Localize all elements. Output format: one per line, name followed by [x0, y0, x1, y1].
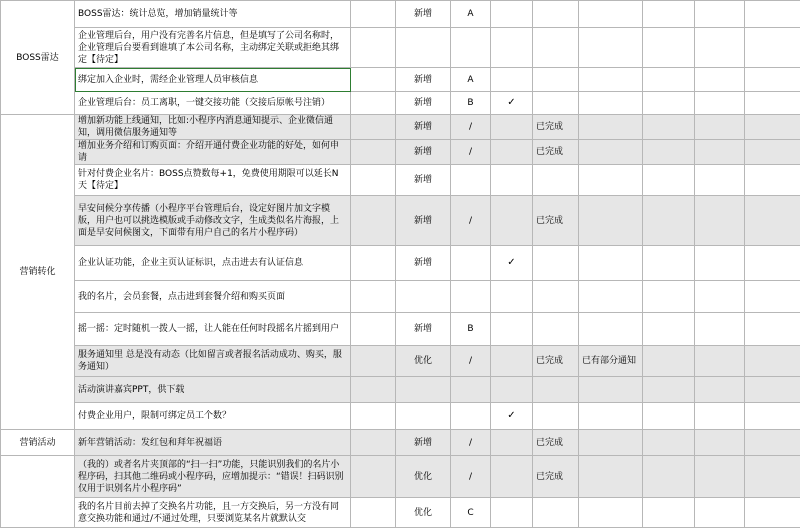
level-cell[interactable]: [451, 403, 491, 430]
empty-cell[interactable]: [745, 1, 800, 28]
status-cell[interactable]: 已完成: [533, 196, 579, 246]
type-cell[interactable]: [396, 281, 451, 313]
empty-cell[interactable]: [745, 68, 800, 92]
note-cell[interactable]: [579, 165, 643, 196]
type-cell[interactable]: 新增: [396, 1, 451, 28]
note-cell[interactable]: [579, 246, 643, 281]
table-row: [1, 165, 800, 196]
table-row: [1, 346, 800, 377]
category-cell[interactable]: 营销活动: [1, 430, 75, 456]
status-cell[interactable]: [533, 246, 579, 281]
done-cell[interactable]: [491, 498, 533, 528]
description-cell[interactable]: 服务通知里 总是没有动态（比如留言或者报名活动成功、购买，服务通知）: [75, 346, 351, 377]
level-cell[interactable]: [451, 377, 491, 403]
level-cell[interactable]: [451, 28, 491, 68]
level-cell[interactable]: /: [451, 346, 491, 377]
table-row: [1, 140, 800, 165]
done-cell[interactable]: [491, 313, 533, 346]
level-cell[interactable]: B: [451, 92, 491, 115]
description-cell[interactable]: 付费企业用户，限制可绑定员工个数？: [75, 403, 351, 430]
empty-cell[interactable]: [695, 28, 745, 68]
note-cell[interactable]: [579, 140, 643, 165]
level-cell[interactable]: [451, 246, 491, 281]
note-cell[interactable]: [579, 313, 643, 346]
note-cell[interactable]: [579, 403, 643, 430]
empty-cell[interactable]: [745, 115, 800, 140]
table-row: [1, 281, 800, 313]
empty-cell[interactable]: [745, 165, 800, 196]
empty-cell[interactable]: [351, 68, 396, 92]
status-cell[interactable]: [533, 498, 579, 528]
empty-cell[interactable]: [695, 346, 745, 377]
category-cell-empty[interactable]: [1, 456, 75, 528]
empty-cell[interactable]: [643, 165, 695, 196]
status-cell[interactable]: 已完成: [533, 430, 579, 456]
level-cell[interactable]: B: [451, 313, 491, 346]
empty-cell[interactable]: [643, 246, 695, 281]
done-cell[interactable]: [491, 430, 533, 456]
table-row: [1, 377, 800, 403]
note-cell[interactable]: 已有部分通知: [579, 346, 643, 377]
description-cell[interactable]: 早安问候分享传播（小程序平台管理后台，设定好图片加文字模版，用户也可以挑选模版或手动修改文字，生成类似名片海报，上面是早安问候图文，下面带有用户自己的名片小程序码）: [75, 196, 351, 246]
type-cell[interactable]: 新增: [396, 68, 451, 92]
level-cell[interactable]: /: [451, 196, 491, 246]
empty-cell[interactable]: [643, 28, 695, 68]
done-cell[interactable]: [491, 140, 533, 165]
empty-cell[interactable]: [351, 1, 396, 28]
empty-cell[interactable]: [351, 377, 396, 403]
status-cell[interactable]: 已完成: [533, 346, 579, 377]
empty-cell[interactable]: [745, 377, 800, 403]
type-cell[interactable]: 新增: [396, 313, 451, 346]
description-cell[interactable]: 活动演讲嘉宾PPT，供下载: [75, 377, 351, 403]
empty-cell[interactable]: [695, 165, 745, 196]
empty-cell[interactable]: [695, 403, 745, 430]
empty-cell[interactable]: [695, 498, 745, 528]
level-cell[interactable]: /: [451, 115, 491, 140]
type-cell[interactable]: 新增: [396, 115, 451, 140]
status-cell[interactable]: [533, 403, 579, 430]
empty-cell[interactable]: [695, 140, 745, 165]
empty-cell[interactable]: [745, 246, 800, 281]
empty-cell[interactable]: [351, 115, 396, 140]
done-cell[interactable]: [491, 196, 533, 246]
level-cell[interactable]: [451, 281, 491, 313]
empty-cell[interactable]: [695, 92, 745, 115]
type-cell[interactable]: [396, 28, 451, 68]
type-cell[interactable]: 新增: [396, 140, 451, 165]
empty-cell[interactable]: [745, 456, 800, 498]
table-row: [1, 498, 800, 528]
empty-cell[interactable]: [695, 68, 745, 92]
description-cell-selected[interactable]: 绑定加入企业时，需经企业管理人员审核信息: [75, 68, 351, 92]
done-cell[interactable]: [491, 456, 533, 498]
table-row: [1, 68, 800, 92]
table-row: [1, 92, 800, 115]
table-row: [1, 456, 800, 498]
table-row: [1, 403, 800, 430]
empty-cell[interactable]: [695, 281, 745, 313]
done-cell[interactable]: ✓: [491, 92, 533, 115]
category-cell[interactable]: BOSS雷达: [1, 1, 75, 115]
description-cell[interactable]: 企业管理后台：员工离职，一键交接功能（交接后原帐号注销）: [75, 92, 351, 115]
type-cell[interactable]: 新增: [396, 430, 451, 456]
description-cell[interactable]: 增加业务介绍和订购页面：介绍开通付费企业功能的好处，如何申请: [75, 140, 351, 165]
done-cell[interactable]: [491, 1, 533, 28]
description-cell[interactable]: 企业认证功能，企业主页认证标识，点击进去有认证信息: [75, 246, 351, 281]
description-cell[interactable]: BOSS雷达：统计总览，增加销量统计等: [75, 1, 351, 28]
description-cell[interactable]: 我的名片目前去掉了交换名片功能，且一方交换后，另一方没有同意交换功能和通过/不通过处理，只要浏览某名片就默认交: [75, 498, 351, 528]
status-cell[interactable]: 已完成: [533, 115, 579, 140]
table-row: [1, 313, 800, 346]
done-cell[interactable]: [491, 165, 533, 196]
status-cell[interactable]: 已完成: [533, 456, 579, 498]
note-cell[interactable]: [579, 196, 643, 246]
empty-cell[interactable]: [351, 346, 396, 377]
note-cell[interactable]: [579, 68, 643, 92]
empty-cell[interactable]: [643, 92, 695, 115]
empty-cell[interactable]: [643, 498, 695, 528]
status-cell[interactable]: [533, 165, 579, 196]
empty-cell[interactable]: [695, 377, 745, 403]
empty-cell[interactable]: [643, 403, 695, 430]
level-cell[interactable]: C: [451, 498, 491, 528]
status-cell[interactable]: [533, 68, 579, 92]
type-cell[interactable]: 新增: [396, 92, 451, 115]
empty-cell[interactable]: [351, 92, 396, 115]
empty-cell[interactable]: [745, 28, 800, 68]
empty-cell[interactable]: [695, 430, 745, 456]
empty-cell[interactable]: [643, 115, 695, 140]
done-cell[interactable]: [491, 68, 533, 92]
description-cell[interactable]: 摇一摇：定时随机一拨人一摇，让人能在任何时段摇名片摇到用户: [75, 313, 351, 346]
description-cell[interactable]: 增加新功能上线通知，比如:小程序内消息通知提示、企业微信通知，调用微信服务通知等: [75, 115, 351, 140]
empty-cell[interactable]: [351, 313, 396, 346]
done-cell[interactable]: [491, 377, 533, 403]
empty-cell[interactable]: [351, 498, 396, 528]
description-cell[interactable]: 我的名片，会员套餐，点击进到套餐介绍和购买页面: [75, 281, 351, 313]
empty-cell[interactable]: [351, 165, 396, 196]
empty-cell[interactable]: [643, 196, 695, 246]
empty-cell[interactable]: [351, 281, 396, 313]
empty-cell[interactable]: [643, 313, 695, 346]
empty-cell[interactable]: [643, 346, 695, 377]
empty-cell[interactable]: [695, 246, 745, 281]
type-cell[interactable]: 优化: [396, 346, 451, 377]
empty-cell[interactable]: [351, 403, 396, 430]
empty-cell[interactable]: [745, 140, 800, 165]
type-cell[interactable]: 新增: [396, 165, 451, 196]
status-cell[interactable]: [533, 28, 579, 68]
status-cell[interactable]: [533, 281, 579, 313]
description-cell[interactable]: （我的）或者名片夹顶部的“扫一扫”功能，只能识别我们的名片小程序码，扫其他二维码或小程序码，应增加提示：“错误！扫码识别仅用于识别名片小程序码”: [75, 456, 351, 498]
empty-cell[interactable]: [351, 246, 396, 281]
empty-cell[interactable]: [695, 115, 745, 140]
empty-cell[interactable]: [745, 92, 800, 115]
note-cell[interactable]: [579, 377, 643, 403]
note-cell[interactable]: [579, 430, 643, 456]
empty-cell[interactable]: [351, 430, 396, 456]
note-cell[interactable]: [579, 28, 643, 68]
type-cell[interactable]: [396, 377, 451, 403]
status-cell[interactable]: [533, 92, 579, 115]
status-cell[interactable]: [533, 377, 579, 403]
empty-cell[interactable]: [351, 28, 396, 68]
category-cell[interactable]: 营销转化: [1, 115, 75, 430]
description-cell[interactable]: 针对付费企业名片：BOSS点赞数每+1，免费使用期限可以延长N天【待定】: [75, 165, 351, 196]
done-cell[interactable]: [491, 281, 533, 313]
description-cell[interactable]: 新年营销活动：发红包和拜年祝福语: [75, 430, 351, 456]
empty-cell[interactable]: [695, 313, 745, 346]
table-row: [1, 246, 800, 281]
empty-cell[interactable]: [351, 196, 396, 246]
level-cell[interactable]: [451, 165, 491, 196]
empty-cell[interactable]: [695, 456, 745, 498]
empty-cell[interactable]: [643, 430, 695, 456]
empty-cell[interactable]: [643, 1, 695, 28]
empty-cell[interactable]: [695, 196, 745, 246]
type-cell[interactable]: 优化: [396, 498, 451, 528]
empty-cell[interactable]: [351, 140, 396, 165]
done-cell[interactable]: [491, 28, 533, 68]
empty-cell[interactable]: [745, 430, 800, 456]
empty-cell[interactable]: [351, 456, 396, 498]
done-cell[interactable]: [491, 346, 533, 377]
note-cell[interactable]: [579, 498, 643, 528]
empty-cell[interactable]: [745, 313, 800, 346]
empty-cell[interactable]: [695, 1, 745, 28]
done-cell[interactable]: ✓: [491, 403, 533, 430]
status-cell[interactable]: [533, 313, 579, 346]
table-row: [1, 196, 800, 246]
table-row: [1, 28, 800, 68]
type-cell[interactable]: 新增: [396, 196, 451, 246]
empty-cell[interactable]: [643, 281, 695, 313]
status-cell[interactable]: [533, 1, 579, 28]
empty-cell[interactable]: [643, 456, 695, 498]
table-row: [1, 115, 800, 140]
table-row: [1, 430, 800, 456]
note-cell[interactable]: [579, 456, 643, 498]
empty-cell[interactable]: [643, 68, 695, 92]
note-cell[interactable]: [579, 115, 643, 140]
empty-cell[interactable]: [643, 377, 695, 403]
description-cell[interactable]: 企业管理后台，用户没有完善名片信息，但是填写了公司名称时，企业管理后台要看到谁填了本公司名称，主动绑定关联或拒绝其绑定【待定】: [75, 28, 351, 68]
table-row: [1, 1, 800, 28]
empty-cell[interactable]: [643, 140, 695, 165]
status-cell[interactable]: 已完成: [533, 140, 579, 165]
level-cell[interactable]: /: [451, 456, 491, 498]
note-cell[interactable]: [579, 92, 643, 115]
empty-cell[interactable]: [745, 281, 800, 313]
level-cell[interactable]: /: [451, 430, 491, 456]
note-cell[interactable]: [579, 281, 643, 313]
empty-cell[interactable]: [745, 346, 800, 377]
level-cell[interactable]: /: [451, 140, 491, 165]
level-cell[interactable]: A: [451, 68, 491, 92]
type-cell[interactable]: 优化: [396, 456, 451, 498]
done-cell[interactable]: ✓: [491, 246, 533, 281]
empty-cell[interactable]: [745, 498, 800, 528]
done-cell[interactable]: [491, 115, 533, 140]
empty-cell[interactable]: [745, 403, 800, 430]
level-cell[interactable]: A: [451, 1, 491, 28]
type-cell[interactable]: [396, 403, 451, 430]
empty-cell[interactable]: [745, 196, 800, 246]
type-cell[interactable]: 新增: [396, 246, 451, 281]
note-cell[interactable]: [579, 1, 643, 28]
